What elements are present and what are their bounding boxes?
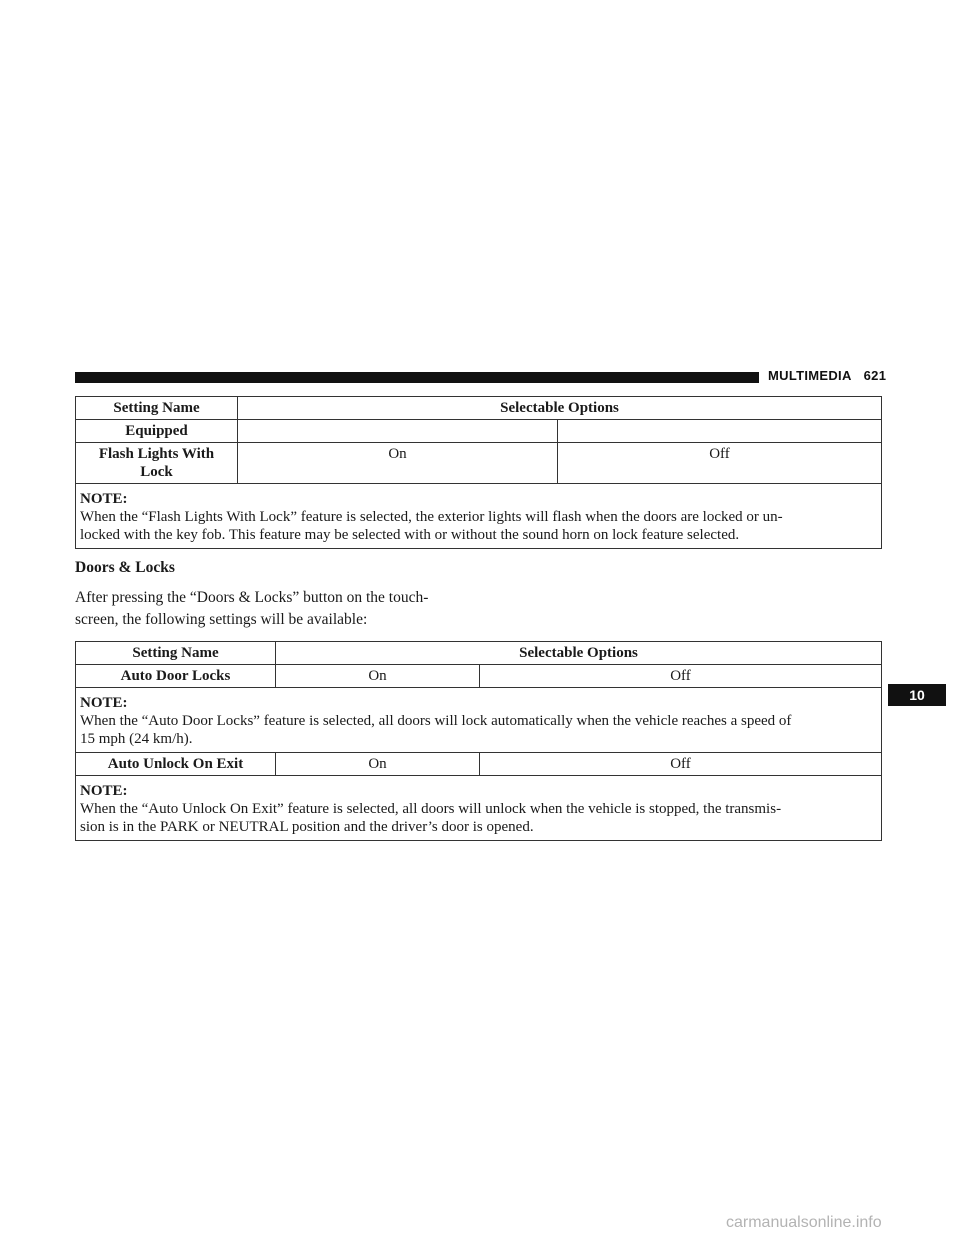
option-on: On: [276, 665, 480, 688]
table-header-row: [76, 642, 882, 665]
option-on: On: [276, 753, 480, 776]
section-title: MULTIMEDIA: [768, 368, 852, 383]
note-line: When the “Flash Lights With Lock” feature is selected, the exterior lights will flash when the doors are locked or un-: [80, 509, 783, 525]
option-off: Off: [480, 665, 882, 688]
table-row: [76, 443, 882, 484]
setting-name: Flash Lights With Lock: [76, 443, 238, 484]
page-number: 621: [863, 368, 887, 383]
note-row: [76, 484, 882, 549]
note-row: [76, 776, 882, 841]
note-cell: [76, 776, 882, 841]
note-cell: [76, 484, 882, 549]
option-off: Off: [558, 443, 882, 484]
option-on: On: [238, 443, 558, 484]
note-line: When the “Auto Unlock On Exit” feature is selected, all doors will unlock when the vehicle is stopped, the transmis-: [80, 801, 782, 817]
paragraph-line: After pressing the “Doors & Locks” button on the touch-: [75, 589, 429, 606]
note-cell: [76, 688, 882, 753]
setting-name: Auto Door Locks: [76, 665, 276, 688]
option-off: Off: [480, 753, 882, 776]
paragraph-line: screen, the following settings will be available:: [75, 611, 368, 628]
table-row: [76, 665, 882, 688]
chapter-tab: 10: [888, 684, 946, 706]
table-row: [76, 420, 882, 443]
table-row: [76, 753, 882, 776]
option-cell: [558, 420, 882, 443]
col-selectable-options: Selectable Options: [276, 642, 882, 665]
section-heading: Doors & Locks: [75, 559, 175, 576]
setting-name: Equipped: [76, 420, 238, 443]
note-line: When the “Auto Door Locks” feature is selected, all doors will lock automatically when the vehicle reaches a speed of: [80, 713, 792, 729]
note-title: NOTE:: [80, 695, 128, 711]
note-row: [76, 688, 882, 753]
doors-locks-table: [75, 641, 882, 841]
note-line: locked with the key fob. This feature may be selected with or without the sound horn on lock feature selected.: [80, 527, 740, 543]
note-title: NOTE:: [80, 783, 128, 799]
header-rule: [75, 372, 759, 383]
section-paragraph: [75, 587, 475, 631]
note-title: NOTE:: [80, 491, 128, 507]
setting-name: Auto Unlock On Exit: [76, 753, 276, 776]
col-selectable-options: Selectable Options: [238, 397, 882, 420]
col-setting-name: Setting Name: [76, 397, 238, 420]
watermark: carmanualsonline.info: [726, 1214, 882, 1231]
col-setting-name: Setting Name: [76, 642, 276, 665]
table-header-row: [76, 397, 882, 420]
running-header: [768, 368, 886, 383]
note-line: sion is in the PARK or NEUTRAL position and the driver’s door is opened.: [80, 819, 534, 835]
flash-lights-table: [75, 396, 882, 549]
option-cell: [238, 420, 558, 443]
note-line: 15 mph (24 km/h).: [80, 731, 193, 747]
